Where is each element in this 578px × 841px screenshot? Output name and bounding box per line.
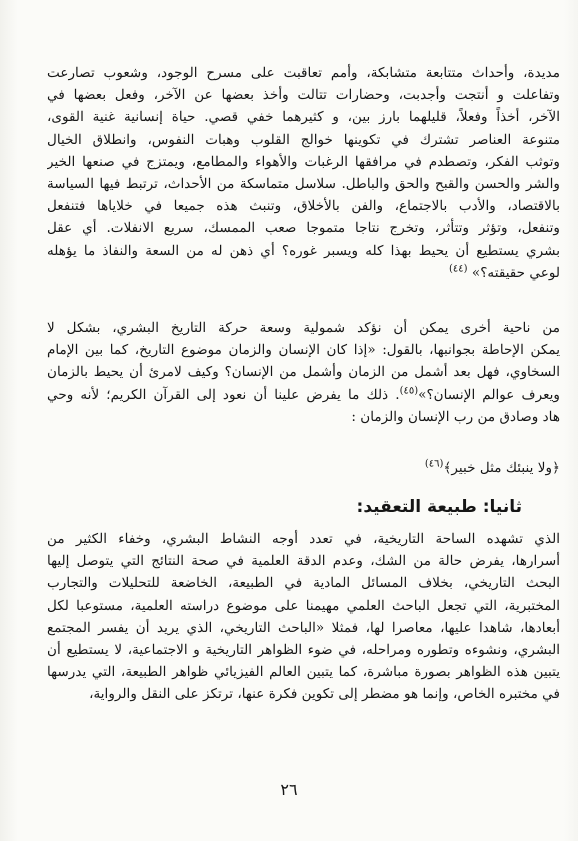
- text-line: في مختبره الخاص، وإنما هو مضطر إلى تكوين فكرة عنها، ترتكز على النقل والرواية،: [89, 686, 560, 703]
- paragraph-3: [47, 528, 560, 706]
- text-line: وتوثب الفكر، وتصطدم في مرافقها الرغبات والأهواء والمطامع، ويمتزج في صنعها الخير: [47, 153, 560, 170]
- text-line-with-note: [47, 384, 560, 406]
- text-line: أبعادها، شاهدا عليها، معاصرا لها، فمثلا «الباحث التاريخي، الذي يريد أن يفسر المجتمع: [47, 619, 560, 636]
- text-line-last: [47, 262, 560, 284]
- footnote-marker: (٤٤): [449, 263, 468, 275]
- text-line: والشر والحسن والقبح والحق والباطل. سلاسل متماسكة من الأحداث، ترتبط فيها السياسة: [47, 176, 560, 193]
- text-line: أسرارها، يفرض حالة من الشك، وعدم الدقة العلمية في صحة النتائج التي يتوصل إليها: [47, 553, 560, 570]
- text-line: مديدة، وأحداث متتابعة متشابكة، وأمم تعاقبت على مسرح الوجود، وشعوب تصارعت: [47, 65, 560, 81]
- text-line-content: ويعرف عوالم الإنسان؟»: [418, 386, 560, 403]
- text-line-last: هاد وصادق من رب الإنسان والزمان :: [351, 408, 560, 425]
- section-heading: ثانيا: طبيعة التعقيد:: [356, 497, 522, 517]
- text-line: يتبين هذه الظواهر بصورة مباشرة، كما يتبين العالم الفيزيائي ظواهر الطبيعة، التي يدرسها: [47, 664, 560, 681]
- footnote-marker: (٤٦): [424, 458, 444, 470]
- footnote-marker: (٤٥): [399, 385, 419, 397]
- paragraph-2: [47, 317, 560, 428]
- text-line: الآخر، أخذاً وفعلاً، قليلهما بارز بين، و كثيرهما خفي قصي. حياة إنسانية غنية القوى،: [47, 109, 560, 126]
- text-line: وتنفعل، وتؤثر وتتأثر، وتخرج نتاجا متموجا صعب الممسك، سريع الانفلات. أي عقل: [47, 220, 560, 237]
- text-line: الذي تشهده الساحة التاريخية، في تعدد أوجه النشاط البشري، وخفاء الكثير من: [47, 531, 560, 547]
- text-line: من ناحية أخرى يمكن أن نؤكد شمولية وسعة حركة التاريخ البشري، بشكل لا: [47, 320, 560, 336]
- text-line: البشري، ونشوءه وتطوره ومراحله، في ضوء الظواهر التاريخية و الاجتماعية، لا يستطيع أن: [47, 642, 560, 659]
- text-line: المختبرية، التي تجعل الباحث العلمي مهيمنا على موضوع دراسته العلمية، مستوعبا لكل: [47, 597, 560, 614]
- text-line: وتفاعلت و أنتجت وأجدبت، وحضارات تتالت وأخذ بعضها عن الآخر، وفعل بعضها في: [47, 87, 560, 104]
- verse-line: [47, 457, 560, 479]
- paragraph-1: [47, 62, 560, 284]
- page-number: ٢٦: [280, 780, 298, 799]
- text-line: يمكن الإحاطة بجوانبها، بالقول: «إذا كان الإنسان والزمان موضوع التاريخ، كما بين الإمام: [47, 342, 560, 359]
- text-line: بشري يستطيع أن يحيط بهذا كله ويسبر غوره؟ أي ذهن له من السعة والنفاذ ما يؤهله: [47, 242, 560, 259]
- text-line-content: لوعي حقيقته؟»: [471, 264, 560, 281]
- text-line: السخاوي، فهل بعد أشمل من الزمان وأشمل من الإنسان؟ وكيف لامرئ أن يحيط بالزمان: [47, 364, 560, 381]
- text-line: بالاقتصاد، والأدب بالاجتماع، والفن بالأخلاق، وتنبث هذه جميعا في خلاياها فتنفعل: [47, 198, 560, 215]
- verse-text: ﴿ولا ينبئك مثل خبير﴾: [443, 460, 560, 476]
- quran-verse: [47, 457, 560, 479]
- text-line-content: . ذلك ما يفرض علينا أن نعود إلى القرآن الكريم؛ لأنه وحي: [47, 386, 400, 403]
- text-line: متنوعة العناصر تشترك في تكوينها خوالج القلوب وهبات النفوس، وانطلاق الخيال: [47, 131, 560, 148]
- text-line: البحث التاريخي، بخلاف المسائل المادية في الطبيعة، الخاضعة للتحليلات والتجارب: [47, 575, 560, 592]
